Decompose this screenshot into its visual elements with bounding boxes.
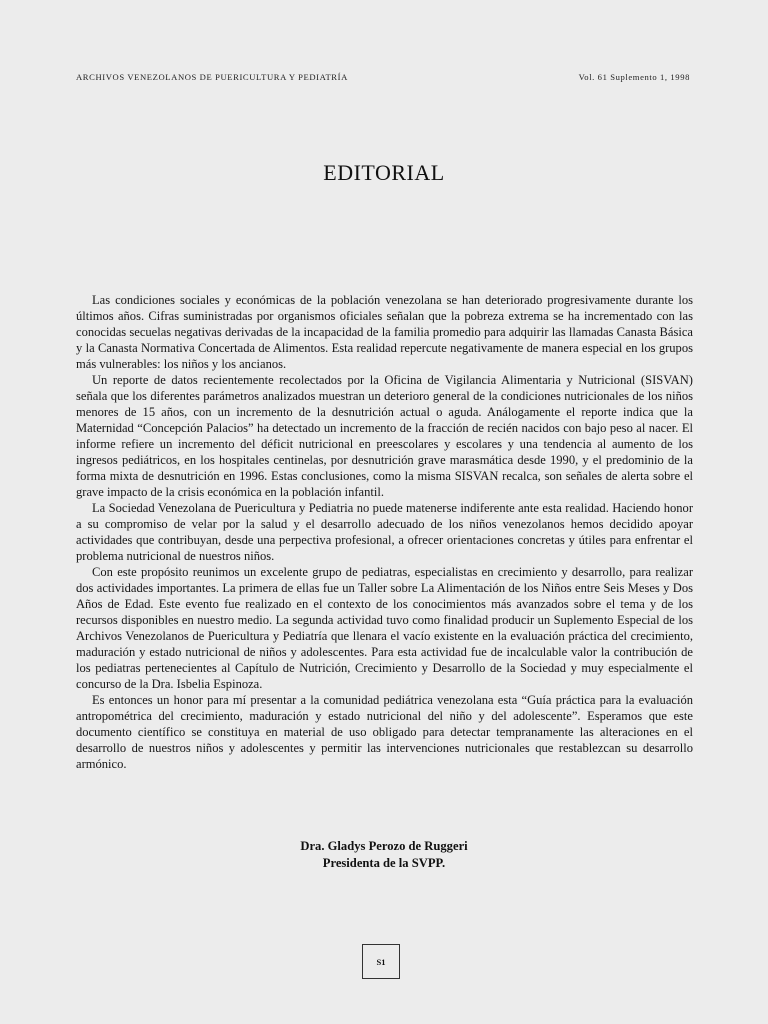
signature-block <box>0 838 768 872</box>
journal-name: ARCHIVOS VENEZOLANOS DE PUERICULTURA Y PEDIATRÍA <box>76 72 348 82</box>
page-number-box <box>362 944 400 979</box>
paragraph: La Sociedad Venezolana de Puericultura y Pediatria no puede matenerse indiferente ante esta realidad. Haciendo honor a su compromiso de velar por la salud y el desarrollo adecuado de los niños venezolanos hemos decidido apoyar actividades que contribuyan, desde una perpectiva profesional, a ofrecer orientaciones concretas y útiles para enfrentar el problema nutricional de nuestros niños. <box>76 501 693 563</box>
page-number: S1 <box>376 956 386 967</box>
paragraph: Con este propósito reunimos un excelente grupo de pediatras, especialistas en crecimiento y desarrollo, para realizar dos actividades importantes. La primera de ellas fue un Taller sobre La Alimentación de los Niños entre Seis Meses y Dos Años de Edad. Este evento fue realizado en el contexto de los conocimientos más avanzados sobre el tema y de los recursos disponibles en nuestro medio. La segunda actividad tuvo como finalidad producir un Suplemento Especial de los Archivos Venezolanos de Puericultura y Pediatría que llenara el vacío existente en la evaluación práctica del crecimiento, maduración y estado nutricional de niños y adolescentes. Para esta actividad fue de incalculable valor la contribución de los pediatras pertenecientes al Capítulo de Nutrición, Crecimiento y Desarrollo de la Sociedad y muy especialmente el concurso de la Dra. Isbelia Espinoza. <box>76 565 693 691</box>
author-role: Presidenta de la SVPP. <box>322 856 446 870</box>
paragraph: Un reporte de datos recientemente recolectados por la Oficina de Vigilancia Alimentaria y Nutricional (SISVAN) señala que los diferentes parámetros analizados muestran un deterioro general de la condiciones nutricionales de los niños menores de 15 años, con un incremento de la desnutrición actual o aguda. Análogamente el reporte indica que la Maternidad “Concepción Palacios” ha detectado un incremento de la fracción de recién nacidos con bajo peso al nacer. El informe refiere un incremento del déficit nutricional en preescolares y escolares y una tendencia al aumento de los ingresos pediátricos, en los hospitales centinelas, por desnutrición grave marasmática desde 1990, y el predominio de la forma mixta de desnutrición en 1996. Estas conclusiones, como la misma SISVAN recalca, son señales de alerta sobre el grave impacto de la crisis económica en la población infantil. <box>76 373 693 499</box>
paragraph: Es entonces un honor para mí presentar a la comunidad pediátrica venezolana esta “Guía práctica para la evaluación antropométrica del crecimiento, maduración y estado nutricional del niño y del adolescente”. Esperamos que este documento científico se constituya en material de uso obligado para detectar tempranamente las alteraciones en el desarrollo de nuestros niños y adolescentes y permitir las intervenciones nutricionales que restablezcan su desarrollo armónico. <box>76 693 693 771</box>
page-title: EDITORIAL <box>323 160 445 185</box>
author-name: Dra. Gladys Perozo de Ruggeri <box>300 839 468 853</box>
running-header <box>76 72 690 82</box>
paragraph: Las condiciones sociales y económicas de la población venezolana se han deteriorado progresivamente durante los últimos años. Cifras suministradas por organismos oficiales señalan que la pobreza extrema se ha incrementado con las conocidas secuelas negativas derivadas de la incapacidad de la familia promedio para adquirir las llamadas Canasta Básica y la Canasta Normativa Concertada de Alimentos. Esta realidad repercute negativamente de manera especial en los grupos más vulnerables: los niños y los ancianos. <box>76 293 693 371</box>
issue-info: Vol. 61 Suplemento 1, 1998 <box>578 72 690 82</box>
editorial-body <box>76 292 693 772</box>
